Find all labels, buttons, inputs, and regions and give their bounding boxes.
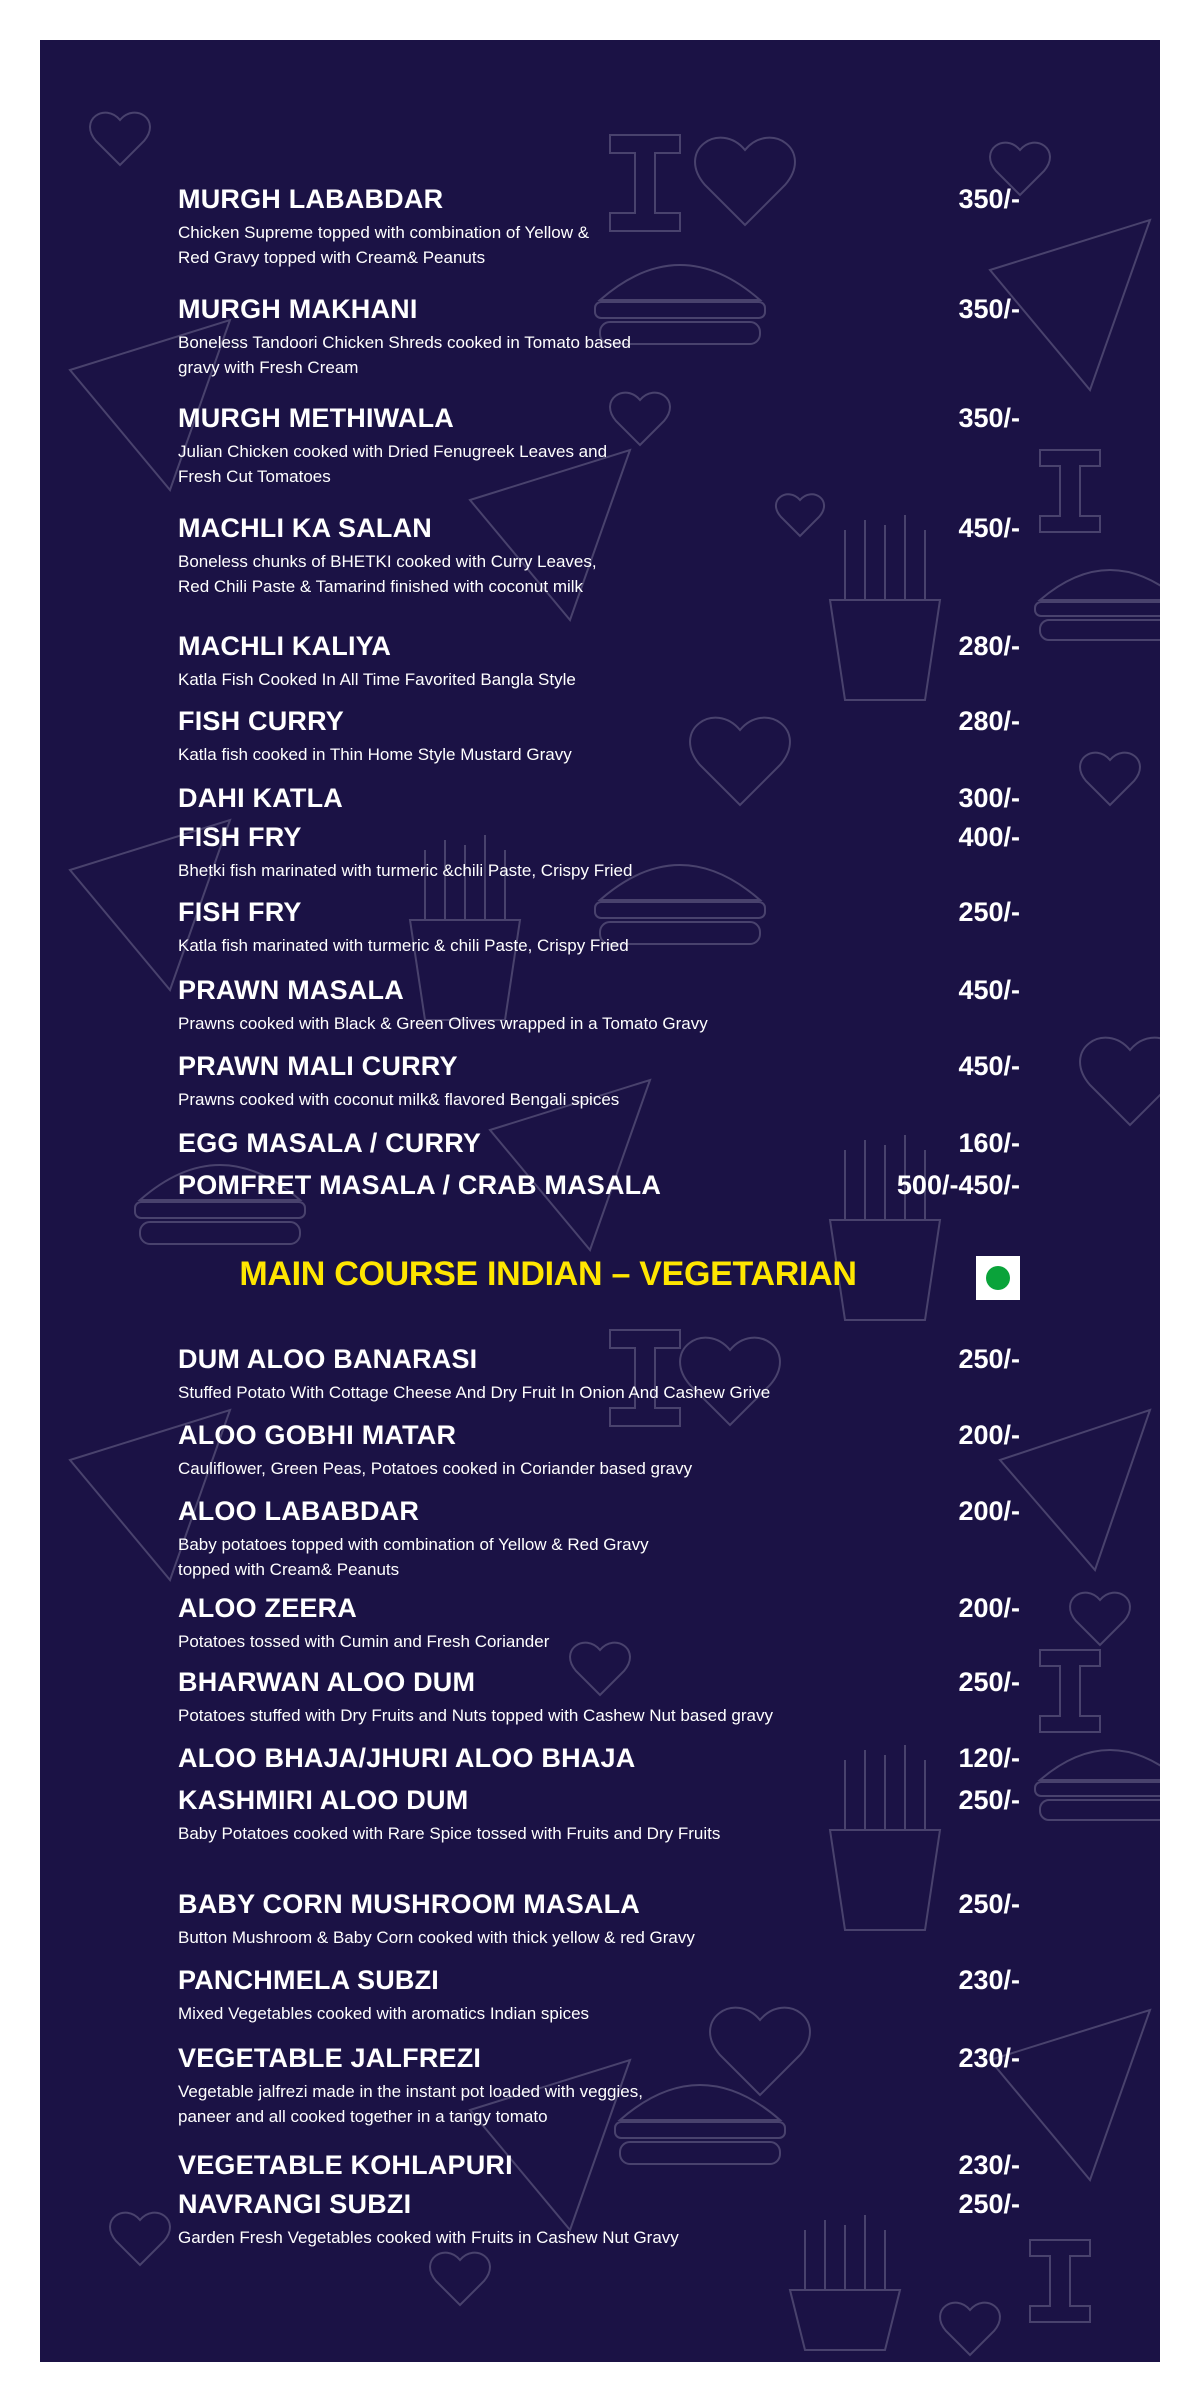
heart-icon [430,2253,490,2305]
menu-item-price: 250/- [958,1344,1020,1374]
menu-item-name: VEGETABLE JALFREZI [178,2043,482,2073]
menu-item-price: 200/- [958,1593,1020,1623]
menu-item-name: ALOO ZEERA [178,1593,358,1623]
heart-icon [695,138,795,225]
menu-item-name: FISH CURRY [178,706,345,736]
menu-item-price: 250/- [958,1889,1020,1919]
menu-item-name: MURGH MAKHANI [178,294,418,324]
menu-item-name: PRAWN MASALA [178,975,404,1005]
heart-icon [110,2213,170,2265]
menu-item-price: 280/- [958,631,1020,661]
heart-icon [1080,753,1140,805]
menu-item-name: MACHLI KA SALAN [178,513,432,543]
menu-item-name: NAVRANGI SUBZI [178,2189,412,2219]
menu-item-description: Potatoes tossed with Cumin and Fresh Coriander [178,1632,550,1651]
menu-item-name: FISH FRY [178,822,302,852]
menu-item-name: MURGH LABABDAR [178,184,444,214]
menu-item-description: Katla Fish Cooked In All Time Favorited Bangla Style [178,670,576,689]
menu-item-price: 280/- [958,706,1020,736]
menu-item-description: Boneless chunks of BHETKI cooked with Curry Leaves, Red Chili Paste & Tamarind finished with coconut milk [178,552,597,596]
menu-item-description: Mixed Vegetables cooked with aromatics Indian spices [178,2004,590,2023]
menu-item-name: VEGETABLE KOHLAPURI [178,2150,513,2180]
menu-item-description: Prawns cooked with coconut milk& flavored Bengali spices [178,1090,620,1109]
menu-item-price: 450/- [958,975,1020,1005]
menu-item-name: ALOO GOBHI MATAR [178,1420,457,1450]
menu-item-name: DAHI KATLA [178,783,343,813]
menu-item-price: 400/- [958,822,1020,852]
menu-item-name: MACHLI KALIYA [178,631,392,661]
pizza-slice-icon [1000,1410,1150,1570]
menu-item-price: 200/- [958,1496,1020,1526]
menu-item-price: 230/- [958,2150,1020,2180]
menu-item-name: PANCHMELA SUBZI [178,1965,439,1995]
heart-icon [1070,1593,1130,1645]
menu-item-description: Katla fish cooked in Thin Home Style Mustard Gravy [178,745,572,764]
menu-item-name: PRAWN MALI CURRY [178,1051,458,1081]
menu-item-description: Bhetki fish marinated with turmeric &chili Paste, Crispy Fried [178,861,633,880]
menu-item-name: BHARWAN ALOO DUM [178,1667,476,1697]
menu-item-name: BABY CORN MUSHROOM MASALA [178,1889,640,1919]
menu-item-price: 250/- [958,2189,1020,2219]
menu-item-name: DUM ALOO BANARASI [178,1344,478,1374]
burger-icon [1035,1750,1160,1820]
menu-item-price: 230/- [958,1965,1020,1995]
veg-mark-icon [976,1256,1020,1300]
menu-item-description: Baby Potatoes cooked with Rare Spice tossed with Fruits and Dry Fruits [178,1824,721,1843]
menu-item-description: Potatoes stuffed with Dry Fruits and Nuts topped with Cashew Nut based gravy [178,1706,773,1725]
menu-item-price: 250/- [958,897,1020,927]
menu-item-description: Baby potatoes topped with combination of Yellow & Red Gravy topped with Cream& Peanuts [178,1535,649,1579]
heart-icon [776,494,824,536]
menu-item-description: Katla fish marinated with turmeric & chili Paste, Crispy Fried [178,936,629,955]
menu-item-name: POMFRET MASALA / CRAB MASALA [178,1170,662,1200]
menu-item-description: Chicken Supreme topped with combination of Yellow & Red Gravy topped with Cream& Peanuts [178,223,590,267]
heart-icon [940,2303,1000,2355]
menu-item-description: Cauliflower, Green Peas, Potatoes cooked in Coriander based gravy [178,1459,693,1478]
menu-item-price: 120/- [958,1743,1020,1773]
menu-item-price: 230/- [958,2043,1020,2073]
menu-item-price: 350/- [958,184,1020,214]
letter-i-icon [1040,450,1100,532]
menu-item-name: ALOO LABABDAR [178,1496,420,1526]
letter-i-icon [1030,2240,1090,2322]
menu-item-name: ALOO BHAJA/JHURI ALOO BHAJA [178,1743,636,1773]
menu-item-price: 500/-450/- [896,1170,1020,1200]
menu-item-price: 450/- [958,513,1020,543]
menu-item-price: 350/- [958,294,1020,324]
letter-i-icon [1040,1650,1100,1732]
menu-item-price: 250/- [958,1785,1020,1815]
menu-panel [40,40,1160,2362]
menu-item-price: 450/- [958,1051,1020,1081]
menu-item-price: 160/- [958,1128,1020,1158]
menu-item-name: MURGH METHIWALA [178,403,454,433]
menu-item-description: Boneless Tandoori Chicken Shreds cooked in Tomato based gravy with Fresh Cream [178,333,631,377]
menu-item-name: KASHMIRI ALOO DUM [178,1785,469,1815]
menu-item-description: Button Mushroom & Baby Corn cooked with thick yellow & red Gravy [178,1928,695,1947]
menu-item-price: 300/- [958,783,1020,813]
menu-item-price: 200/- [958,1420,1020,1450]
heart-icon [90,113,150,165]
menu-item-description: Vegetable jalfrezi made in the instant pot loaded with veggies, paneer and all cooked together in a tangy tomato [178,2082,643,2126]
menu-item-description: Prawns cooked with Black & Green Olives wrapped in a Tomato Gravy [178,1014,708,1033]
green-dot-icon [986,1266,1010,1290]
heart-icon [610,393,670,445]
menu-item-price: 250/- [958,1667,1020,1697]
heart-icon [1080,1038,1160,1125]
menu-item-description: Stuffed Potato With Cottage Cheese And Dry Fruit In Onion And Cashew Grive [178,1383,771,1402]
menu-item-description: Julian Chicken cooked with Dried Fenugreek Leaves and Fresh Cut Tomatoes [178,442,608,486]
menu-item-price: 350/- [958,403,1020,433]
menu-item-name: EGG MASALA / CURRY [178,1128,482,1158]
menu-item-name: FISH FRY [178,897,302,927]
burger-icon [1035,570,1160,640]
letter-i-icon [610,1330,680,1426]
section-title: MAIN COURSE INDIAN – VEGETARIAN [239,1255,857,1293]
letter-i-icon [610,135,680,231]
menu-item-description: Garden Fresh Vegetables cooked with Fruits in Cashew Nut Gravy [178,2228,679,2247]
